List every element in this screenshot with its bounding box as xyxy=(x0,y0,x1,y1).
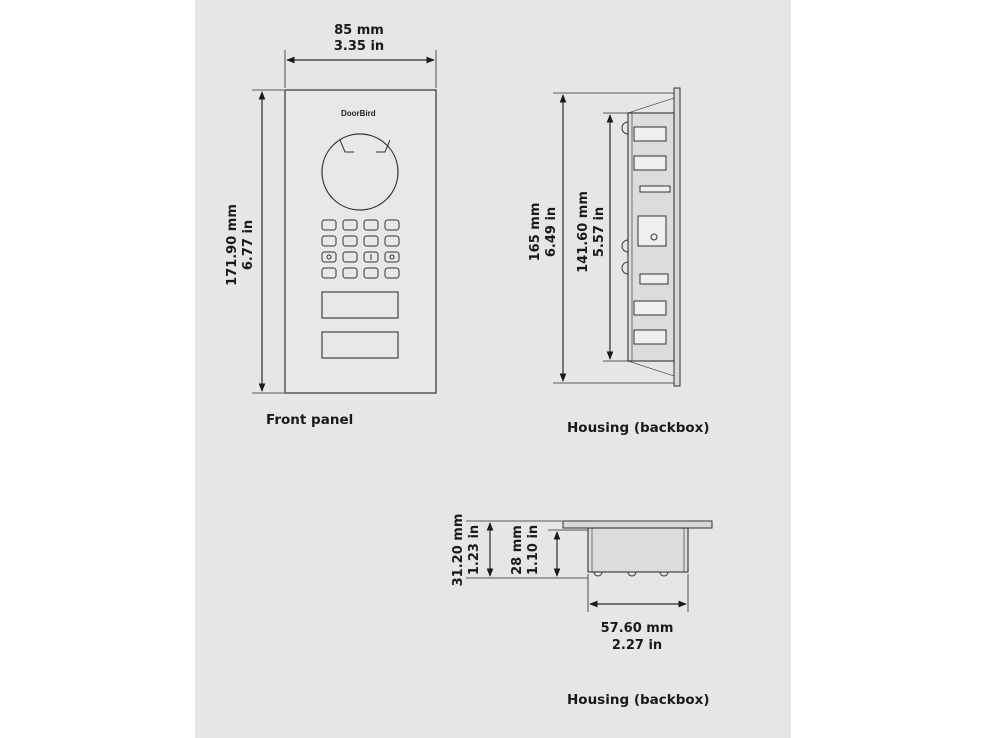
box-depth-mm-label: 28 mm xyxy=(510,525,525,575)
doorbird-logo: DoorBird xyxy=(341,109,376,118)
housing-side-view xyxy=(553,88,680,386)
bottom-box-body xyxy=(588,528,688,572)
housing-side-caption: Housing (backbox) xyxy=(567,420,710,436)
knockout-slot-4 xyxy=(640,274,668,284)
total-depth-mm-label: 31.20 mm xyxy=(451,513,466,587)
front-width-in-label: 3.35 in xyxy=(333,39,385,54)
front-panel-outline xyxy=(285,90,436,393)
knockout-slot-5 xyxy=(634,301,666,315)
bottom-feet xyxy=(594,572,668,576)
cable-entry xyxy=(638,216,666,246)
knockout-slot-6 xyxy=(634,330,666,344)
housing-flange xyxy=(674,88,680,386)
housing-bottom-edge xyxy=(628,361,674,376)
front-width-mm-label: 85 mm xyxy=(334,23,384,38)
front-panel-view xyxy=(252,50,436,393)
housing-mounting-bumps xyxy=(622,122,628,274)
knockout-slot-3 xyxy=(640,186,670,192)
housing-outer-in-label: 6.49 in xyxy=(544,206,559,258)
front-height-in-label: 6.77 in xyxy=(241,219,256,271)
bottom-width-in-label: 2.27 in xyxy=(611,638,663,653)
housing-inner-mm-label: 141.60 mm xyxy=(576,191,591,273)
knockout-slot-2 xyxy=(634,156,666,170)
bottom-flange xyxy=(563,521,712,528)
housing-outer-mm-label: 165 mm xyxy=(528,202,543,262)
bottom-width-mm-label: 57.60 mm xyxy=(600,621,674,636)
front-height-mm-label: 171.90 mm xyxy=(225,204,240,286)
housing-bottom-caption: Housing (backbox) xyxy=(567,692,710,708)
housing-inner-in-label: 5.57 in xyxy=(592,206,607,258)
housing-bottom-view xyxy=(466,521,712,612)
front-panel-caption: Front panel xyxy=(266,412,354,428)
housing-top-edge xyxy=(628,98,674,113)
box-depth-in-label: 1.10 in xyxy=(526,524,541,576)
total-depth-in-label: 1.23 in xyxy=(467,524,482,576)
knockout-slot-1 xyxy=(634,127,666,141)
